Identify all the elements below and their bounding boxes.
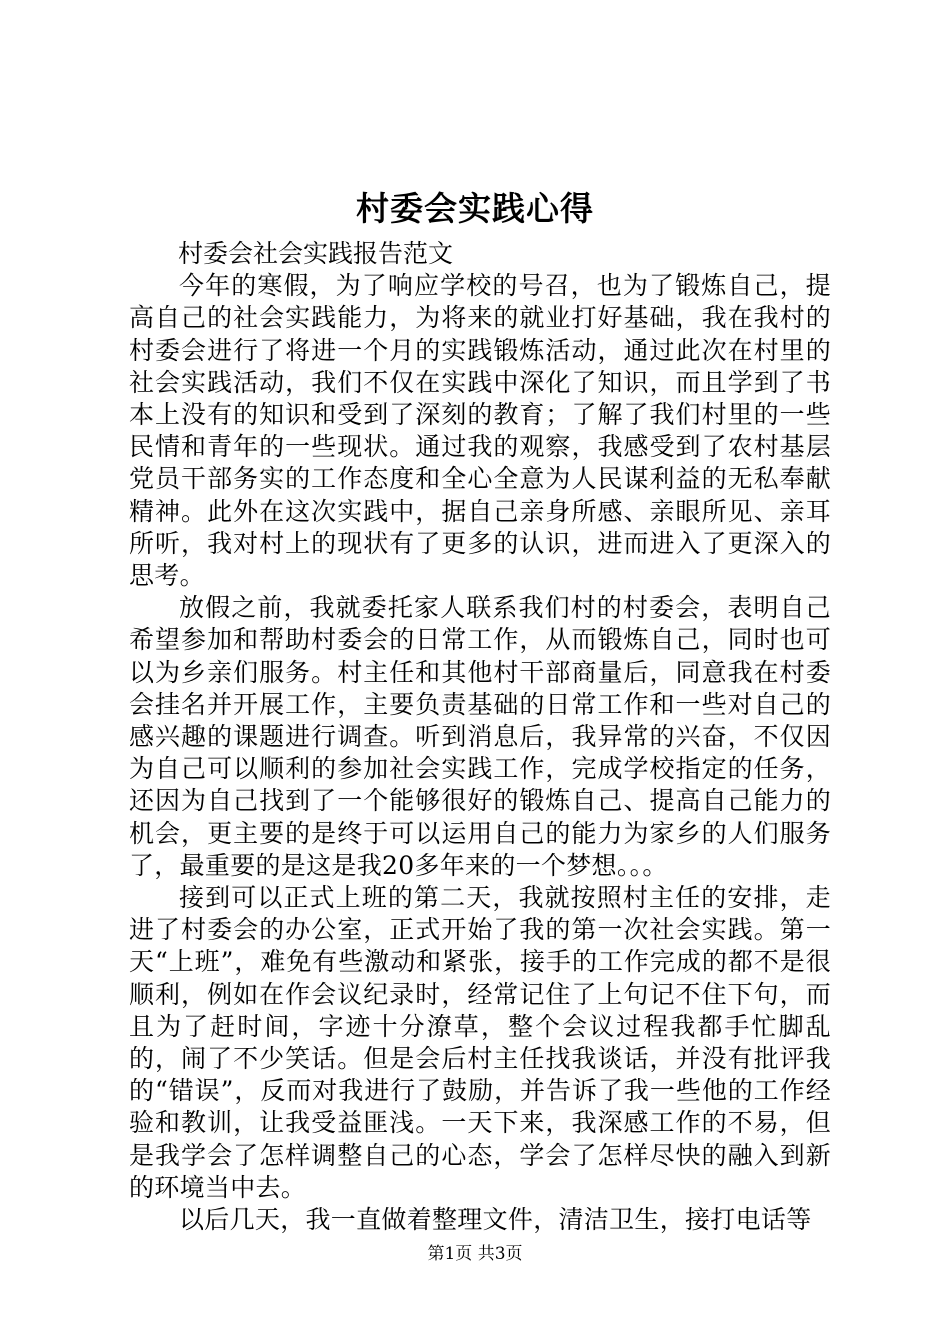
paragraph-4: 以后几天，我一直做着整理文件，清洁卫生，接打电话等 [179, 1205, 812, 1235]
document-subtitle: 村委会社会实践报告范文 [178, 239, 454, 268]
document-body [129, 238, 831, 1236]
page-footer: 第1页 共3页 [427, 1244, 523, 1264]
paragraph-2: 放假之前，我就委托家人联系我们村的村委会，表明自己希望参加和帮助村委会的日常工作，从而锻炼自己，同时也可以为乡亲们服务。村主任和其他村干部商量后，同意我在村委会挂名并开展工作，主要负责基础的日常工作和一些对自己的感兴趣的课题进行调查。听到消息后，我异常的兴奋，不仅因为自己可以顺利的参加社会实践工作，完成学校指定的任务，还因为自己找到了一个能够很好的锻炼自己、提高自己能力的机会，更主要的是终于可以运用自己的能力为家乡的人们服务了，最重要的是这是我20多年来的一个梦想。。。 [129, 593, 831, 880]
paragraph-3: 接到可以正式上班的第二天，我就按照村主任的安排，走进了村委会的办公室，正式开始了我的第一次社会实践。第一天“上班”，难免有些激动和紧张，接手的工作完成的都不是很顺利，例如在作会议纪录时，经常记住了上句记不住下句，而且为了赶时间，字迹十分潦草，整个会议过程我都手忙脚乱的，闹了不少笑话。但是会后村主任找我谈话，并没有批评我的“错误”，反而对我进行了鼓励，并告诉了我一些他的工作经验和教训，让我受益匪浅。一天下来，我深感工作的不易，但是我学会了怎样调整自己的心态，学会了怎样尽快的融入到新的环境当中去。 [129, 883, 831, 1202]
paragraph-1: 今年的寒假，为了响应学校的号召，也为了锻炼自己，提高自己的社会实践能力，为将来的就业打好基础，我在我村的村委会进行了将进一个月的实践锻炼活动，通过此次在村里的社会实践活动，我们不仅在实践中深化了知识，而且学到了书本上没有的知识和受到了深刻的教育；了解了我们村里的一些民情和青年的一些现状。通过我的观察，我感受到了农村基层党员干部务实的工作态度和全心全意为人民谋利益的无私奉献精神。此外在这次实践中，据自己亲身所感、亲眼所见、亲耳所听，我对村上的现状有了更多的认识，进而进入了更深入的思考。 [129, 271, 831, 591]
document-title: 村委会实践心得 [356, 189, 594, 228]
